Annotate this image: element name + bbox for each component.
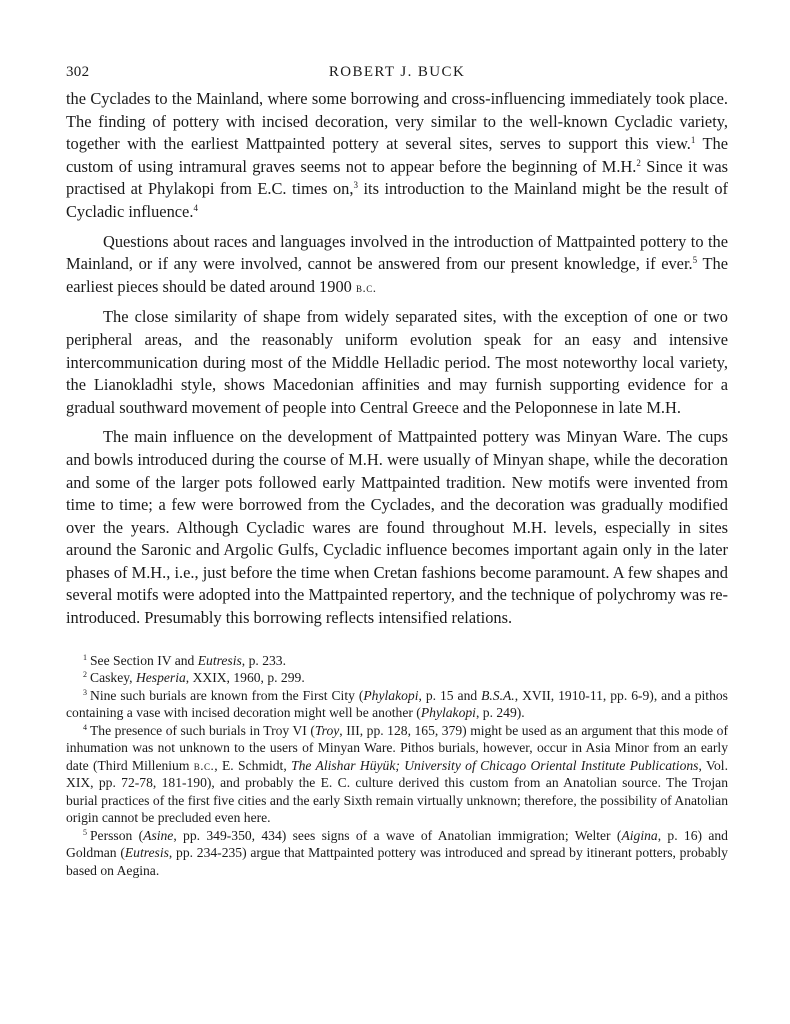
text-run: Since it was practised at Phylakopi from E.C. times on, xyxy=(66,156,729,199)
text-run: , pp. 349-350, 434) sees signs of a wave of Anatolian immigration; Welter ( xyxy=(173,827,622,843)
text-run: Questions about races and languages involved in the introduction of Mattpainted pottery to the Mainland, or if any were involved, cannot be answered from our present knowledge, if ever. xyxy=(66,231,728,274)
text-run: its introduction to the Mainland might be the result of Cycladic influence. xyxy=(66,179,729,221)
text-run: Caskey, xyxy=(90,670,136,686)
footnote-ref: 5 xyxy=(692,255,698,266)
footnote xyxy=(66,722,728,827)
footnote-marker: 3 xyxy=(83,687,87,697)
footnote xyxy=(66,652,728,670)
text-run: The custom of using intramural graves seems not to appear before the beginning of M.H. xyxy=(66,134,728,176)
footnote xyxy=(66,669,728,687)
footnote-ref: 1 xyxy=(690,135,696,146)
footnote xyxy=(66,827,728,880)
paragraph xyxy=(66,426,728,629)
italic-text: Troy xyxy=(314,722,340,738)
footnotes xyxy=(66,652,728,880)
small-caps-text: b.c. xyxy=(355,279,377,295)
footnote-marker: 1 xyxy=(83,652,87,662)
italic-text: Phylakopi xyxy=(420,705,476,721)
paragraph xyxy=(66,88,728,224)
body-text xyxy=(66,88,728,630)
text-run: , Vol. XIX, pp. 72-78, 181-190), and probably the E. C. culture derived this custom from an Anatolian source. The Trojan burial practices of the first five cities and the early Sixth remain virtually unknown; therefore, the possibility of Anatolian origin cannot be precluded even here. xyxy=(66,757,728,826)
footnote xyxy=(66,687,728,722)
italic-text: The Alishar Hüyük; University of Chicago Oriental Institute Publications xyxy=(291,757,699,773)
italic-text: Hesperia xyxy=(135,670,186,686)
footnote-ref: 4 xyxy=(193,202,198,213)
running-head: ROBERT J. BUCK xyxy=(328,64,466,80)
italic-text: Eutresis xyxy=(124,845,169,861)
small-caps-text: b.c. xyxy=(193,757,215,773)
text-run: The main influence on the development of Mattpainted pottery was Minyan Ware. The cups and bowls introduced during the course of M.H. were usually of Minyan shape, while the decoration and some of the larger pots followed early Mattpainted tradition. New motifs were invented from time to time; a few were borrowed from the Cyclades, and the decoration was gradually modified over the years. Although Cycladic wares are found throughout M.H. levels, especially in sites around the Saronic and Argolic Gulfs, Cycladic influence becomes important again only in the later phases of M.H., i.e., just before the time when Cretan fashions become paramount. A few shapes and several motifs were adopted into the Mattpainted repertory, and the technique of polychromy was re-introduced. Presumably this borrowing reflects intensified relations. xyxy=(66,427,728,628)
footnote-marker: 5 xyxy=(83,827,87,837)
text-run: , E. Schmidt, xyxy=(214,757,292,773)
text-run: The earliest pieces should be dated around 1900 xyxy=(66,254,728,296)
paragraph xyxy=(66,306,728,419)
footnote-ref: 3 xyxy=(353,180,358,191)
page-number: 302 xyxy=(66,64,90,80)
page-header xyxy=(66,0,728,88)
text-run: The presence of such burials in Troy VI ( xyxy=(90,722,315,738)
text-run: the Cyclades to the Mainland, where some borrowing and cross-influencing immediately took place. The finding of pottery with incised decoration, very similar to the well-known Cycladic variety, together with the earliest Mattpainted pottery at several sites, serves to support this view. xyxy=(66,89,728,154)
text-run: , p. 15 and xyxy=(418,687,482,703)
text-run: , p. 16) and Goldman ( xyxy=(66,827,728,861)
italic-text: Phylakopi xyxy=(363,687,419,703)
footnote-marker: 4 xyxy=(83,722,87,732)
text-run: Nine such burials are known from the First City ( xyxy=(90,687,364,703)
footnote-marker: 2 xyxy=(83,670,87,680)
italic-text: Aigina xyxy=(621,827,658,843)
text-run: , XVII, 1910-11, pp. 6-9), and a pithos containing a vase with incised decoration might well be another ( xyxy=(66,687,728,721)
italic-text: Eutresis xyxy=(197,652,242,668)
italic-text: B.S.A. xyxy=(481,687,515,703)
text-run: , III, pp. 128, 165, 379) might be used as an argument that this mode of inhumation was not unknown to the users of Minyan Ware. Pithos burials, however, occur in Asia Minor from an early date (Third Millenium xyxy=(66,722,728,773)
text-run: , pp. 234-235) argue that Mattpainted pottery was introduced and spread by itinerant potters, probably based on Aegina. xyxy=(66,845,728,878)
text-run: , p. 233. xyxy=(241,652,286,668)
text-run: Persson ( xyxy=(90,827,144,843)
footnote-ref: 2 xyxy=(636,157,641,168)
paragraph xyxy=(66,231,728,300)
text-run: The close similarity of shape from widely separated sites, with the exception of one or two peripheral areas, and the reasonably uniform evolution speak for an easy and intensive intercommunication during most of the Middle Helladic period. The most noteworthy local variety, the Lianokladhi style, shows Macedonian affinities and may furnish supporting evidence for a gradual southward movement of people into Central Greece and the Peloponnese in late M.H. xyxy=(66,307,728,417)
document-page xyxy=(66,0,728,879)
text-run: , p. 249). xyxy=(475,705,525,721)
italic-text: Asine xyxy=(143,827,174,843)
text-run: , XXIX, 1960, p. 299. xyxy=(185,670,305,686)
text-run: See Section IV and xyxy=(90,652,198,668)
